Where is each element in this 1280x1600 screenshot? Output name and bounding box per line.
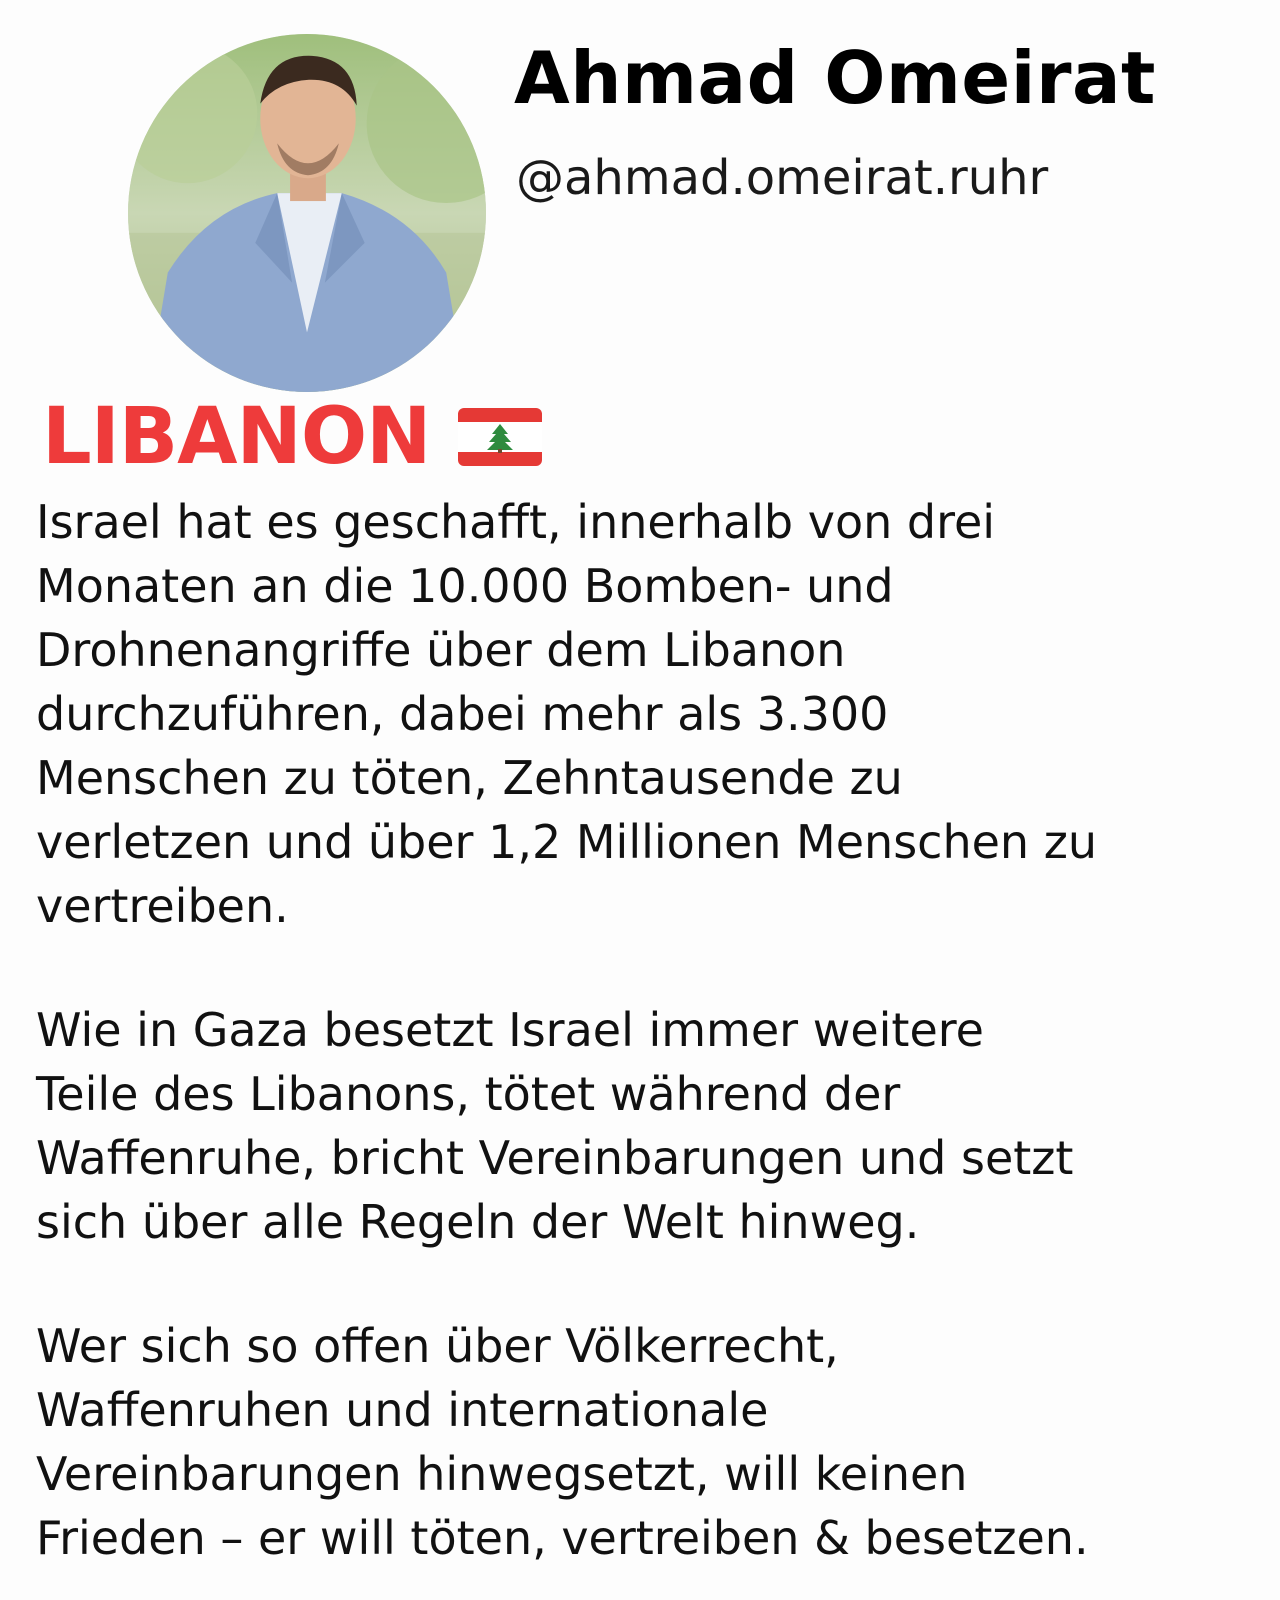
text-line: Menschen zu töten, Zehntausende zu	[36, 751, 903, 805]
headline-row	[42, 392, 542, 482]
text-line: Waffenruhe, bricht Vereinbarungen und setzt	[36, 1131, 1074, 1185]
post-body	[36, 490, 1256, 1600]
profile-photo	[128, 34, 486, 392]
text-line: sich über alle Regeln der Welt hinweg.	[36, 1195, 920, 1249]
headline: LIBANON	[42, 392, 431, 482]
text-line: Wer sich so offen über Völkerrecht,	[36, 1319, 839, 1373]
post-paragraph-2	[36, 998, 1256, 1254]
text-line: Israel hat es geschafft, innerhalb von drei	[36, 495, 996, 549]
profile-name[interactable]: Ahmad Omeirat	[514, 36, 1156, 120]
profile-handle[interactable]: @ahmad.omeirat.ruhr	[516, 150, 1049, 206]
text-line: Drohnenangriffe über dem Libanon	[36, 623, 846, 677]
text-line: durchzuführen, dabei mehr als 3.300	[36, 687, 889, 741]
avatar[interactable]	[128, 34, 486, 392]
post-paragraph-1	[36, 490, 1256, 938]
text-line: Teile des Libanons, tötet während der	[36, 1067, 901, 1121]
text-line: Waffenruhen und internationale	[36, 1383, 769, 1437]
text-line: Wie in Gaza besetzt Israel immer weitere	[36, 1003, 984, 1057]
text-line: vertreiben.	[36, 879, 289, 933]
post-paragraph-3	[36, 1314, 1256, 1570]
text-line: Vereinbarungen hinwegsetzt, will keinen	[36, 1447, 968, 1501]
text-line: Monaten an die 10.000 Bomben- und	[36, 559, 894, 613]
text-line: Frieden – er will töten, vertreiben & besetzen.	[36, 1511, 1089, 1565]
text-line: verletzen und über 1,2 Millionen Menschen zu	[36, 815, 1097, 869]
lebanon-flag-icon	[458, 408, 542, 466]
